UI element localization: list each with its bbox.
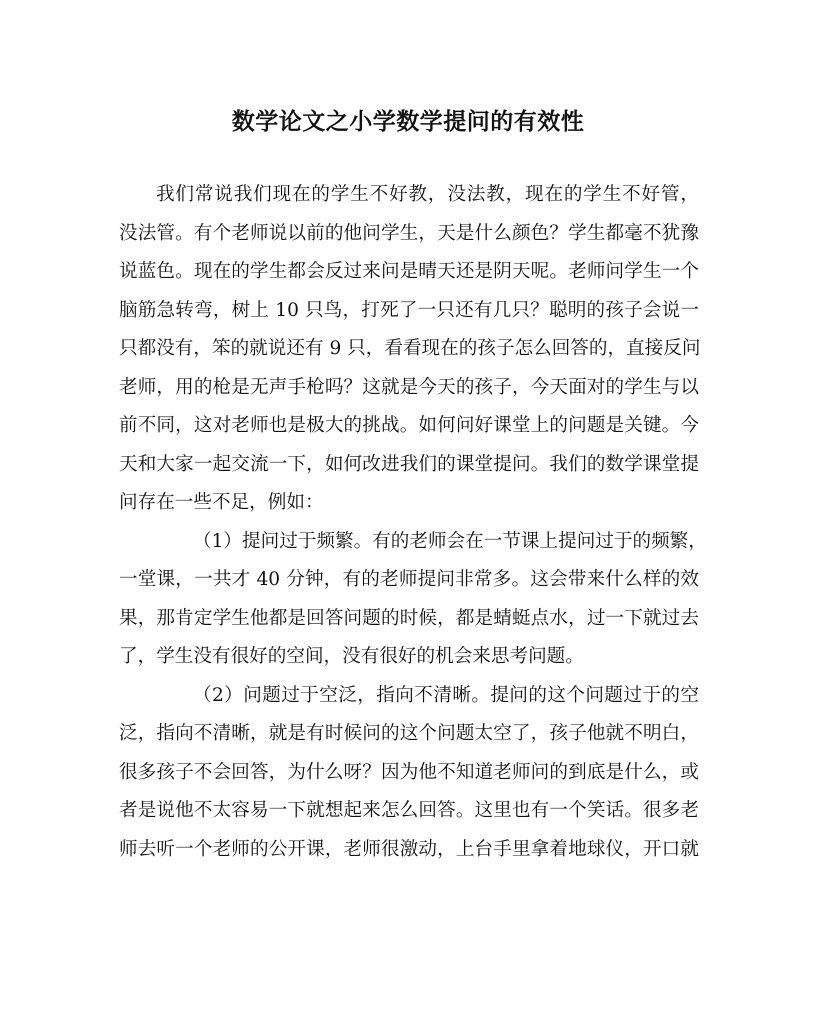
document-title: 数学论文之小学数学提问的有效性 xyxy=(231,108,585,135)
text-line: 说蓝色。现在的学生都会反过来问是晴天还是阴天呢。老师问学生一个 xyxy=(119,261,699,282)
text-line: 我们常说我们现在的学生不好教，没法教，现在的学生不好管， xyxy=(156,184,699,205)
text-line: 师去听一个老师的公开课，老师很激动，上台手里拿着地球仪，开口就 xyxy=(119,838,699,860)
text-line: 果，那肯定学生他都是回答问题的时候，都是蜻蜓点水，过一下就过去 xyxy=(119,607,699,629)
text-line: （2）问题过于空泛，指向不清晰。提问的这个问题过于的空 xyxy=(193,684,699,706)
text-line: 天和大家一起交流一下，如何改进我们的课堂提问。我们的数学课堂提 xyxy=(119,453,699,475)
paragraph-2 xyxy=(119,523,707,677)
text-line: 者是说他不太容易一下就想起来怎么回答。这里也有一个笑话。很多老 xyxy=(119,800,699,821)
document-body xyxy=(119,176,707,869)
text-line: 很多孩子不会回答，为什么呀？因为他不知道老师问的到底是什么，或 xyxy=(119,761,699,783)
text-line: 问存在一些不足，例如： xyxy=(119,492,324,513)
text-line: 一堂课，一共才 40 分钟，有的老师提问非常多。这会带来什么样的效 xyxy=(119,569,699,590)
text-line: 老师，用的枪是无声手枪吗？这就是今天的孩子，今天面对的学生与以 xyxy=(119,376,699,398)
text-line: 前不同，这对老师也是极大的挑战。如何问好课堂上的问题是关键。今 xyxy=(119,415,699,436)
text-line: 泛，指向不清晰，就是有时候问的这个问题太空了，孩子他就不明白， xyxy=(119,723,699,744)
paragraph-1 xyxy=(119,176,699,523)
paragraph-3 xyxy=(119,677,699,870)
text-line: 脑筋急转弯，树上 10 只鸟，打死了一只还有几只？聪明的孩子会说一 xyxy=(119,299,699,321)
text-line: 只都没有，笨的就说还有 9 只，看看现在的孩子怎么回答的，直接反问 xyxy=(119,338,701,359)
text-line: 没法管。有个老师说以前的他问学生，天是什么颜色？学生都毫不犹豫 xyxy=(119,222,699,244)
text-line: 了，学生没有很好的空间，没有很好的机会来思考问题。 xyxy=(119,646,584,667)
text-line: （1）提问过于频繁。有的老师会在一节课上提问过于的频繁， xyxy=(193,530,707,552)
